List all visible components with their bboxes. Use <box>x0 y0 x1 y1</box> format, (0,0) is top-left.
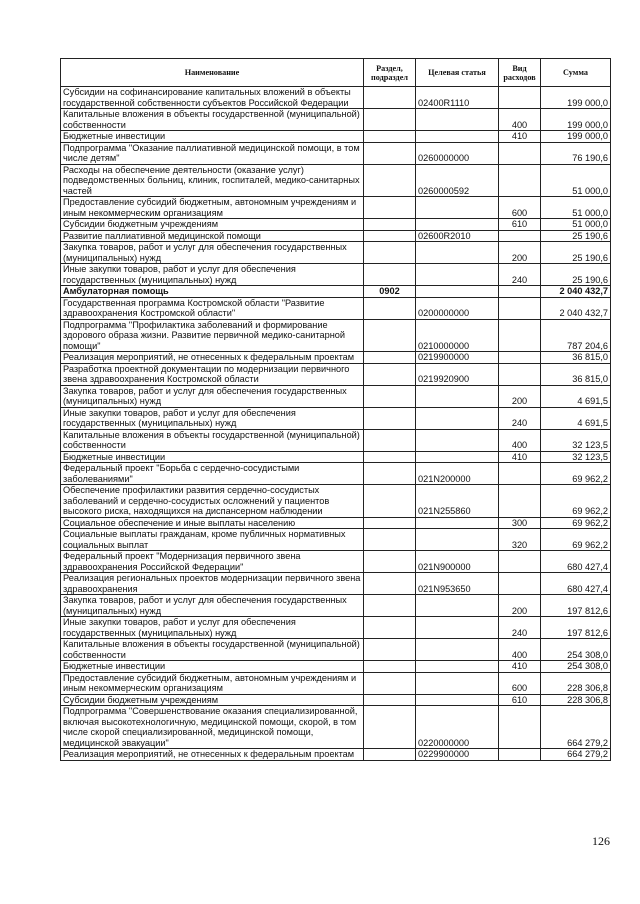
table-row <box>61 385 611 407</box>
cell-type: 410 <box>499 451 541 463</box>
cell-target: 0260000592 <box>416 164 499 197</box>
table-row <box>61 429 611 451</box>
cell-type: 600 <box>499 672 541 694</box>
cell-sum: 228 306,8 <box>541 694 611 706</box>
cell-section <box>364 385 416 407</box>
cell-section <box>364 131 416 143</box>
cell-name: Капитальные вложения в объекты государственной (муниципальной) собственности <box>61 639 364 661</box>
cell-type <box>499 352 541 364</box>
cell-section <box>364 706 416 749</box>
header-section: Раздел, подраздел <box>364 59 416 87</box>
cell-name: Субсидии бюджетным учреждениям <box>61 219 364 231</box>
cell-type: 200 <box>499 242 541 264</box>
cell-target: 021N953650 <box>416 573 499 595</box>
cell-section <box>364 319 416 352</box>
table-row <box>61 451 611 463</box>
cell-target <box>416 219 499 231</box>
cell-type <box>499 551 541 573</box>
cell-name: Амбулаторная помощь <box>61 286 364 298</box>
table-row <box>61 694 611 706</box>
cell-type: 410 <box>499 661 541 673</box>
cell-name: Социальное обеспечение и иные выплаты населению <box>61 517 364 529</box>
cell-name: Иные закупки товаров, работ и услуг для обеспечения государственных (муниципальных) нужд <box>61 617 364 639</box>
cell-target <box>416 694 499 706</box>
cell-section <box>364 352 416 364</box>
table-row <box>61 661 611 673</box>
cell-name: Реализация региональных проектов модернизации первичного звена здравоохранения <box>61 573 364 595</box>
cell-target: 0229900000 <box>416 749 499 761</box>
cell-section <box>364 451 416 463</box>
table-row <box>61 230 611 242</box>
cell-section <box>364 485 416 518</box>
cell-type <box>499 463 541 485</box>
cell-sum: 69 962,2 <box>541 517 611 529</box>
cell-sum: 32 123,5 <box>541 429 611 451</box>
cell-name: Социальные выплаты гражданам, кроме публичных нормативных социальных выплат <box>61 529 364 551</box>
cell-name: Развитие паллиативной медицинской помощи <box>61 230 364 242</box>
cell-type: 300 <box>499 517 541 529</box>
cell-name: Капитальные вложения в объекты государственной (муниципальной) собственности <box>61 429 364 451</box>
table-body <box>61 87 611 761</box>
cell-section <box>364 529 416 551</box>
table-row <box>61 352 611 364</box>
cell-type: 320 <box>499 529 541 551</box>
cell-name: Федеральный проект "Борьба с сердечно-сосудистыми заболеваниями" <box>61 463 364 485</box>
cell-sum: 197 812,6 <box>541 617 611 639</box>
cell-name: Закупка товаров, работ и услуг для обеспечения государственных (муниципальных) нужд <box>61 385 364 407</box>
cell-target: 021N255860 <box>416 485 499 518</box>
cell-type: 240 <box>499 407 541 429</box>
cell-name: Закупка товаров, работ и услуг для обеспечения государственных (муниципальных) нужд <box>61 242 364 264</box>
cell-section <box>364 197 416 219</box>
cell-target <box>416 264 499 286</box>
table-row <box>61 363 611 385</box>
cell-sum: 199 000,0 <box>541 109 611 131</box>
cell-type: 610 <box>499 219 541 231</box>
cell-section <box>364 164 416 197</box>
cell-section <box>364 463 416 485</box>
table-row <box>61 87 611 109</box>
cell-type: 240 <box>499 264 541 286</box>
cell-target <box>416 131 499 143</box>
cell-sum: 680 427,4 <box>541 551 611 573</box>
cell-target: 021N900000 <box>416 551 499 573</box>
page-number: 126 <box>592 834 610 848</box>
cell-target <box>416 529 499 551</box>
cell-type <box>499 297 541 319</box>
cell-section <box>364 639 416 661</box>
table-row <box>61 297 611 319</box>
table-row <box>61 617 611 639</box>
cell-sum: 197 812,6 <box>541 595 611 617</box>
cell-section <box>364 219 416 231</box>
cell-section <box>364 230 416 242</box>
budget-table <box>60 58 611 761</box>
cell-target: 0219920900 <box>416 363 499 385</box>
cell-name: Бюджетные инвестиции <box>61 131 364 143</box>
cell-target <box>416 286 499 298</box>
cell-sum: 254 308,0 <box>541 639 611 661</box>
cell-target <box>416 429 499 451</box>
table-row <box>61 407 611 429</box>
cell-sum: 228 306,8 <box>541 672 611 694</box>
cell-name: Обеспечение профилактики развития сердечно-сосудистых заболеваний и сердечно-сосудистых осложнений у пациентов высокого риска, находящихся на диспансерном наблюдении <box>61 485 364 518</box>
table-row <box>61 749 611 761</box>
cell-sum: 199 000,0 <box>541 87 611 109</box>
table-row <box>61 264 611 286</box>
cell-section <box>364 429 416 451</box>
cell-sum: 664 279,2 <box>541 706 611 749</box>
cell-target: 02600R2010 <box>416 230 499 242</box>
cell-type: 400 <box>499 429 541 451</box>
table-row <box>61 485 611 518</box>
cell-type <box>499 319 541 352</box>
cell-type <box>499 164 541 197</box>
cell-sum: 25 190,6 <box>541 242 611 264</box>
cell-section: 0902 <box>364 286 416 298</box>
cell-sum: 36 815,0 <box>541 363 611 385</box>
cell-sum: 76 190,6 <box>541 142 611 164</box>
cell-target <box>416 517 499 529</box>
table-row <box>61 109 611 131</box>
cell-type <box>499 485 541 518</box>
cell-target <box>416 672 499 694</box>
cell-sum: 4 691,5 <box>541 407 611 429</box>
cell-name: Закупка товаров, работ и услуг для обеспечения государственных (муниципальных) нужд <box>61 595 364 617</box>
cell-sum: 199 000,0 <box>541 131 611 143</box>
table-row <box>61 142 611 164</box>
cell-name: Предоставление субсидий бюджетным, автономным учреждениям и иным некоммерческим организациям <box>61 672 364 694</box>
table-row <box>61 529 611 551</box>
cell-target: 0260000000 <box>416 142 499 164</box>
table-row <box>61 463 611 485</box>
cell-type <box>499 142 541 164</box>
table-row <box>61 639 611 661</box>
cell-section <box>364 363 416 385</box>
cell-target: 021N200000 <box>416 463 499 485</box>
header-target: Целевая статья <box>416 59 499 87</box>
cell-sum: 664 279,2 <box>541 749 611 761</box>
cell-name: Субсидии бюджетным учреждениям <box>61 694 364 706</box>
cell-section <box>364 407 416 429</box>
cell-sum: 69 962,2 <box>541 529 611 551</box>
table-row <box>61 551 611 573</box>
cell-type: 400 <box>499 639 541 661</box>
cell-target <box>416 197 499 219</box>
cell-sum: 32 123,5 <box>541 451 611 463</box>
cell-sum: 51 000,0 <box>541 219 611 231</box>
cell-section <box>364 109 416 131</box>
cell-type: 200 <box>499 595 541 617</box>
cell-sum: 254 308,0 <box>541 661 611 673</box>
cell-section <box>364 749 416 761</box>
table-row <box>61 131 611 143</box>
cell-target <box>416 451 499 463</box>
cell-target: 0210000000 <box>416 319 499 352</box>
cell-name: Предоставление субсидий бюджетным, автономным учреждениям и иным некоммерческим организациям <box>61 197 364 219</box>
cell-name: Государственная программа Костромской области "Развитие здравоохранения Костромской области" <box>61 297 364 319</box>
cell-name: Подпрограмма "Профилактика заболеваний и формирование здорового образа жизни. Развитие первичной медико-санитарной помощи" <box>61 319 364 352</box>
cell-target: 02400R1110 <box>416 87 499 109</box>
cell-section <box>364 242 416 264</box>
cell-name: Расходы на обеспечение деятельности (оказание услуг) подведомственных больниц, клиник, госпиталей, медико-санитарных частей <box>61 164 364 197</box>
cell-section <box>364 661 416 673</box>
cell-name: Бюджетные инвестиции <box>61 451 364 463</box>
cell-type <box>499 749 541 761</box>
cell-target <box>416 639 499 661</box>
cell-target: 0219900000 <box>416 352 499 364</box>
cell-sum: 69 962,2 <box>541 485 611 518</box>
cell-name: Субсидии на софинансирование капитальных вложений в объекты государственной собственности субъектов Российской Федерации <box>61 87 364 109</box>
cell-target <box>416 617 499 639</box>
cell-target <box>416 242 499 264</box>
cell-sum: 2 040 432,7 <box>541 286 611 298</box>
table-row <box>61 286 611 298</box>
cell-type: 410 <box>499 131 541 143</box>
cell-section <box>364 87 416 109</box>
cell-type: 240 <box>499 617 541 639</box>
cell-sum: 25 190,6 <box>541 264 611 286</box>
table-row <box>61 219 611 231</box>
cell-section <box>364 617 416 639</box>
cell-type: 600 <box>499 197 541 219</box>
cell-sum: 51 000,0 <box>541 197 611 219</box>
cell-target: 0200000000 <box>416 297 499 319</box>
cell-name: Бюджетные инвестиции <box>61 661 364 673</box>
table-header-row <box>61 59 611 87</box>
table-row <box>61 197 611 219</box>
cell-type: 610 <box>499 694 541 706</box>
cell-sum: 51 000,0 <box>541 164 611 197</box>
cell-section <box>364 672 416 694</box>
cell-sum: 36 815,0 <box>541 352 611 364</box>
cell-section <box>364 142 416 164</box>
cell-target <box>416 407 499 429</box>
table-row <box>61 595 611 617</box>
table-row <box>61 573 611 595</box>
cell-type <box>499 230 541 242</box>
cell-name: Реализация мероприятий, не отнесенных к федеральным проектам <box>61 352 364 364</box>
cell-section <box>364 694 416 706</box>
cell-name: Подпрограмма "Оказание паллиативной медицинской помощи, в том числе детям" <box>61 142 364 164</box>
cell-type: 200 <box>499 385 541 407</box>
cell-target <box>416 661 499 673</box>
cell-section <box>364 573 416 595</box>
table-row <box>61 242 611 264</box>
cell-name: Иные закупки товаров, работ и услуг для обеспечения государственных (муниципальных) нужд <box>61 407 364 429</box>
cell-name: Федеральный проект "Модернизация первичного звена здравоохранения Российской Федерации" <box>61 551 364 573</box>
cell-type: 400 <box>499 109 541 131</box>
cell-type <box>499 363 541 385</box>
cell-section <box>364 595 416 617</box>
cell-type <box>499 573 541 595</box>
cell-target: 0220000000 <box>416 706 499 749</box>
cell-sum: 787 204,6 <box>541 319 611 352</box>
cell-name: Иные закупки товаров, работ и услуг для обеспечения государственных (муниципальных) нужд <box>61 264 364 286</box>
cell-name: Реализация мероприятий, не отнесенных к федеральным проектам <box>61 749 364 761</box>
cell-sum: 25 190,6 <box>541 230 611 242</box>
cell-type <box>499 87 541 109</box>
cell-type <box>499 286 541 298</box>
cell-section <box>364 551 416 573</box>
cell-section <box>364 264 416 286</box>
header-type: Вид расходов <box>499 59 541 87</box>
cell-target <box>416 109 499 131</box>
table-row <box>61 672 611 694</box>
header-sum: Сумма <box>541 59 611 87</box>
cell-target <box>416 595 499 617</box>
cell-sum: 69 962,2 <box>541 463 611 485</box>
cell-section <box>364 297 416 319</box>
table-row <box>61 319 611 352</box>
cell-name: Разработка проектной документации по модернизации первичного звена здравоохранения Костромской области <box>61 363 364 385</box>
cell-sum: 2 040 432,7 <box>541 297 611 319</box>
cell-name: Капитальные вложения в объекты государственной (муниципальной) собственности <box>61 109 364 131</box>
cell-name: Подпрограмма "Совершенствование оказания специализированной, включая высокотехнологичную, медицинской помощи, скорой, в том числе скорой специализированной, медицинской помощи, медицинской эвакуации" <box>61 706 364 749</box>
cell-section <box>364 517 416 529</box>
cell-sum: 680 427,4 <box>541 573 611 595</box>
cell-target <box>416 385 499 407</box>
table-row <box>61 517 611 529</box>
table-row <box>61 164 611 197</box>
header-name: Наименование <box>61 59 364 87</box>
table-row <box>61 706 611 749</box>
cell-sum: 4 691,5 <box>541 385 611 407</box>
cell-type <box>499 706 541 749</box>
